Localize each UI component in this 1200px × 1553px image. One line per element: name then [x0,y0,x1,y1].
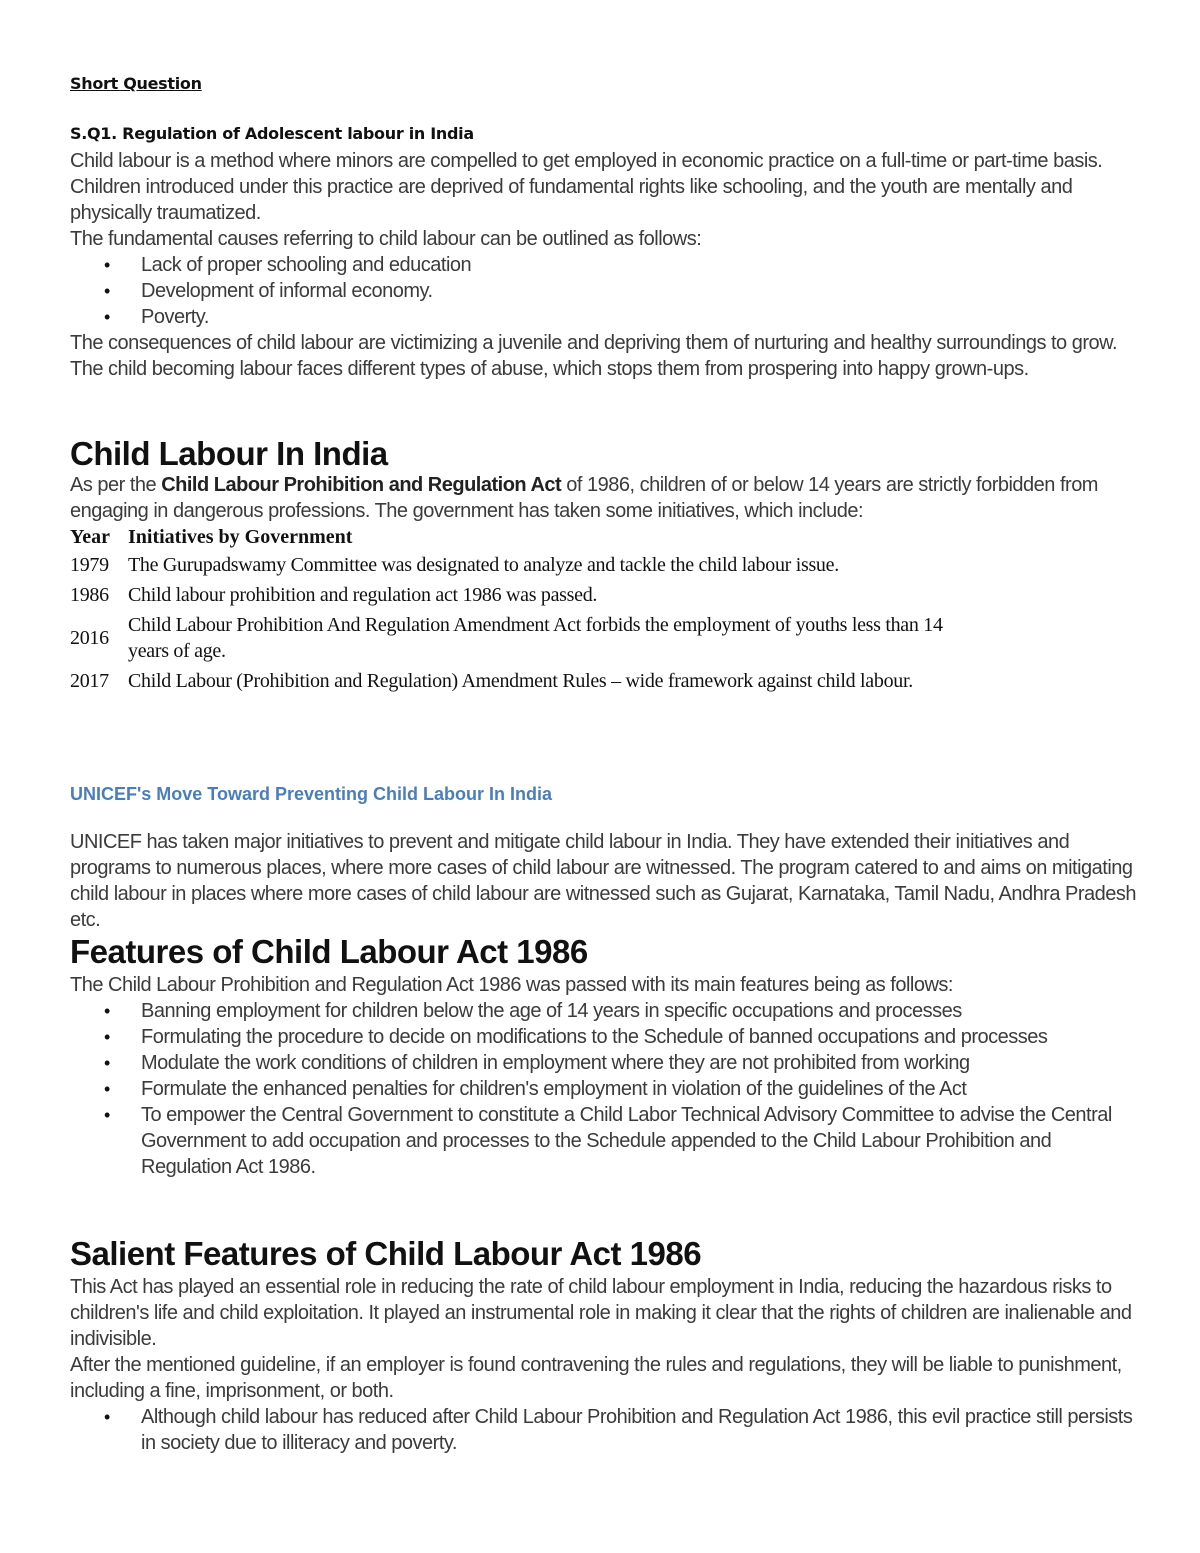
sq1-section [70,148,1140,382]
salient-para-2: After the mentioned guideline, if an employer is found contravening the rules and regulations, they will be liable to punishment, including a fine, imprisonment, or both. [70,1354,1122,1402]
list-item: • Formulate the enhanced penalties for children's employment in violation of the guidelines of the Act [104,1078,967,1100]
features-section [70,932,1140,1180]
table-row [70,666,974,696]
child-labour-india-section [70,434,1140,696]
bullet-icon: • [104,307,110,327]
sq1-causes-intro: The fundamental causes referring to child labour can be outlined as follows: [70,228,702,250]
bullet-icon: • [104,1001,110,1021]
unicef-heading: UNICEF's Move Toward Preventing Child Labour In India [70,784,552,804]
unicef-body: UNICEF has taken major initiatives to prevent and mitigate child labour in India. They have extended their initiatives and programs to numerous places, where more cases of child labour are witnessed. The program catered to and aims on mitigating child labour in places where more cases of child labour are witnessed such as Gujarat, Karnataka, Tamil Nadu, Andhra Pradesh etc. [70,831,1137,931]
table-header-row [70,524,974,550]
bullet-icon: • [104,1079,110,1099]
section-heading: Features of Child Labour Act 1986 [70,933,588,970]
features-list [70,998,1140,1180]
bullet-icon: • [104,281,110,301]
list-item: • Modulate the work conditions of children in employment where they are not prohibited from working [104,1052,970,1074]
year-cell: 1979 [70,554,109,576]
table-row [70,550,974,580]
bullet-icon: • [104,255,110,275]
unicef-section [70,784,1140,933]
sq1-consequences: The consequences of child labour are victimizing a juvenile and depriving them of nurturing and healthy surroundings to grow. The child becoming labour faces different types of abuse, which stops them from prospering into happy grown-ups. [70,332,1118,380]
section-heading: Salient Features of Child Labour Act 1986 [70,1235,702,1272]
year-cell: 2016 [70,627,109,649]
bullet-icon: • [104,1053,110,1073]
salient-para-1: This Act has played an essential role in reducing the rate of child labour employment in India, reducing the hazardous risks to children's life and child exploitation. It played an instrumental role in making it clear that the rights of children are inalienable and indivisible. [70,1276,1132,1350]
section-heading: Child Labour In India [70,435,388,472]
list-item: • Poverty. [104,306,209,328]
list-item: • Development of informal economy. [104,280,433,302]
list-item: • To empower the Central Government to constitute a Child Labor Technical Advisory Committee to advise the Central Government to add occupation and processes to the Schedule appended to the Child Labour Prohibition and Regulation Act 1986. [104,1104,1112,1178]
table-row [70,580,974,610]
year-cell: 2017 [70,670,109,692]
list-item: • Lack of proper schooling and education [104,254,472,276]
causes-list [70,252,1140,330]
bullet-icon: • [104,1407,110,1427]
bullet-icon: • [104,1027,110,1047]
initiative-cell: The Gurupadswamy Committee was designated to analyze and tackle the child labour issue. [128,554,839,576]
features-intro: The Child Labour Prohibition and Regulation Act 1986 was passed with its main features being as follows: [70,974,953,996]
list-item: • Banning employment for children below the age of 14 years in specific occupations and processes [104,1000,962,1022]
short-question-label: Short Question [70,74,202,93]
salient-section [70,1234,1140,1456]
child-labour-intro: As per the Child Labour Prohibition and Regulation Act of 1986, children of or below 14 years are strictly forbidden from engaging in dangerous professions. The government has taken some initiatives, which include: [70,474,1098,522]
bullet-icon: • [104,1105,110,1125]
table-row [70,610,974,666]
column-header-initiatives: Initiatives by Government [128,526,353,548]
list-item: • Although child labour has reduced after Child Labour Prohibition and Regulation Act 1986, this evil practice still persists in society due to illiteracy and poverty. [104,1406,1133,1454]
list-item: • Formulating the procedure to decide on modifications to the Schedule of banned occupations and processes [104,1026,1048,1048]
initiative-cell: Child Labour Prohibition And Regulation Amendment Act forbids the employment of youths less than 14 years of age. [128,614,943,662]
initiative-cell: Child Labour (Prohibition and Regulation) Amendment Rules – wide framework against child labour. [128,670,913,692]
column-header-year: Year [70,526,110,548]
initiative-cell: Child labour prohibition and regulation act 1986 was passed. [128,584,598,606]
sq1-title: S.Q1. Regulation of Adolescent labour in India [70,124,474,143]
year-cell: 1986 [70,584,109,606]
sq1-intro: Child labour is a method where minors are compelled to get employed in economic practice on a full-time or part-time basis. Children introduced under this practice are deprived of fundamental rights like schooling, and the youth are mentally and physically traumatized. [70,150,1103,224]
salient-list [70,1404,1140,1456]
initiatives-table [70,524,974,696]
